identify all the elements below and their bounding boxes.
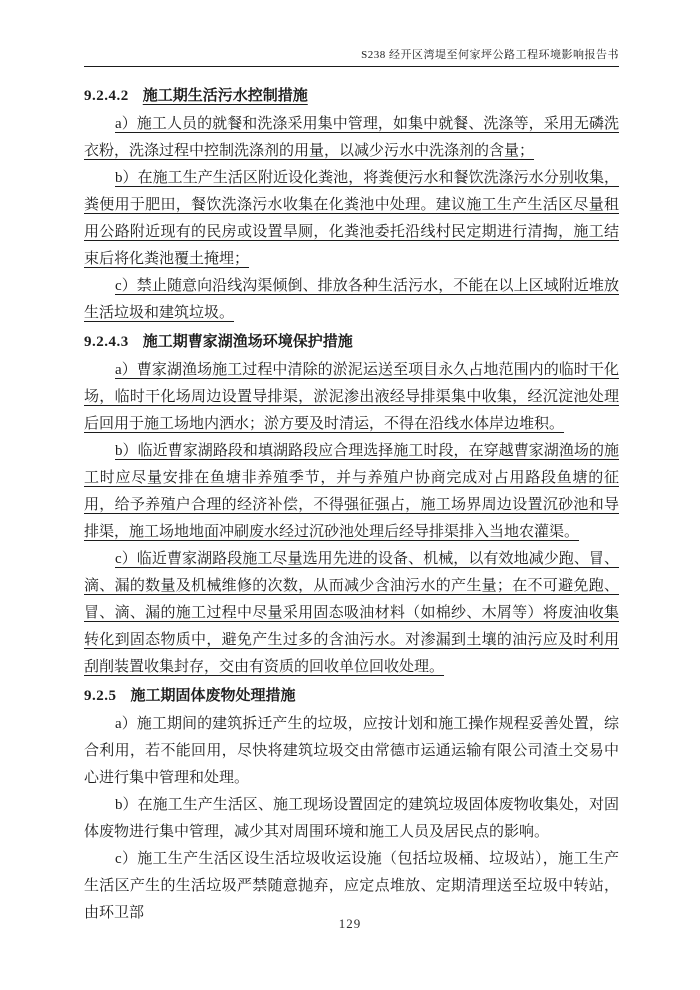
section-number: 9.2.5 xyxy=(84,688,117,704)
paragraph-9243-b: b）临近曹家湖路段和填湖路段应合理选择施工时段，在穿越曹家湖渔场的施工时应尽量安排在鱼塘非养殖季节，并与养殖户协商完成对占用路段鱼塘的征用，给予养殖户合理的经济补偿，不得强征强占，施工场界周边设置沉砂池和导排渠，施工场地地面冲刷废水经过沉砂池处理后经导排渠排入当地农灌渠。 xyxy=(84,443,619,540)
section-title: 施工期曹家湖渔场环境保护措施 xyxy=(142,334,353,350)
paragraph-9243-c: c）临近曹家湖路段施工尽量选用先进的设备、机械，以有效地减少跑、冒、滴、漏的数量及机械维修的次数，从而减少含油污水的产生量；在不可避免跑、冒、滴、漏的施工过程中尽量采用固态吸油材料（如棉纱、木屑等）将废油收集转化到固态物质中，避免产生过多的含油污水。对渗漏到土壤的油污应及时利用刮削装置收集封存，交由有资质的回收单位回收处理。 xyxy=(84,551,619,675)
page-number: 129 xyxy=(338,916,362,931)
paragraph-925-c: c）施工生产生活区设生活垃圾收运设施（包括垃圾桶、垃圾站），施工生产生活区产生的生活垃圾严禁随意抛弃，应定点堆放、定期清理送至垃圾中转站，由环卫部 xyxy=(84,851,619,921)
paragraph-925-b: b）在施工生产生活区、施工现场设置固定的建筑垃圾固体废物收集处，对固体废物进行集中管理，减少其对周围环境和施工人员及居民点的影响。 xyxy=(84,797,619,840)
paragraph-925-a: a）施工期间的建筑拆迁产生的垃圾，应按计划和施工操作规程妥善处置，综合利用，若不能回用，尽快将建筑垃圾交由常德市运通运输有限公司渣土交易中心进行集中管理和处理。 xyxy=(84,716,619,786)
running-header xyxy=(84,46,619,62)
document-body xyxy=(84,81,619,927)
paragraph-9242-b: b）在施工生产生活区附近设化粪池，将粪便污水和餐饮洗涤污水分别收集，粪便用于肥田，餐饮洗涤污水收集在化粪池中处理。建议施工生产生活区尽量租用公路附近现有的民房或设置旱厕，化粪池委托沿线村民定期进行清掏，施工结束后将化粪池覆土掩埋； xyxy=(84,170,619,267)
paragraph-9243-a: a）曹家湖渔场施工过程中清除的淤泥运送至项目永久占地范围内的临时干化场，临时干化场周边设置导排渠，淤泥渗出液经导排渠集中收集，经沉淀池处理后回用于施工场地内洒水；淤方要及时清运，不得在沿线水体岸边堆积。 xyxy=(84,362,619,432)
paragraph-9242-c: c）禁止随意向沿线沟渠倾倒、排放各种生活污水，不能在以上区域附近堆放生活垃圾和建筑垃圾。 xyxy=(84,278,619,321)
section-number: 9.2.4.2 xyxy=(84,88,129,104)
section-heading-9-2-5 xyxy=(84,683,619,710)
section-heading-9-2-4-2 xyxy=(84,83,619,110)
header-title: S238 经开区湾堤至何家坪公路工程环境影响报告书 xyxy=(361,49,619,61)
section-heading-9-2-4-3 xyxy=(84,329,619,356)
paragraph-9242-a: a）施工人员的就餐和洗涤采用集中管理，如集中就餐、洗涤等，采用无磷洗衣粉，洗涤过程中控制洗涤剂的用量，以减少污水中洗涤剂的含量； xyxy=(84,116,619,159)
section-title: 施工期生活污水控制措施 xyxy=(142,88,308,104)
section-number: 9.2.4.3 xyxy=(84,334,129,350)
section-title: 施工期固体废物处理措施 xyxy=(130,688,296,704)
header-divider xyxy=(84,66,619,67)
